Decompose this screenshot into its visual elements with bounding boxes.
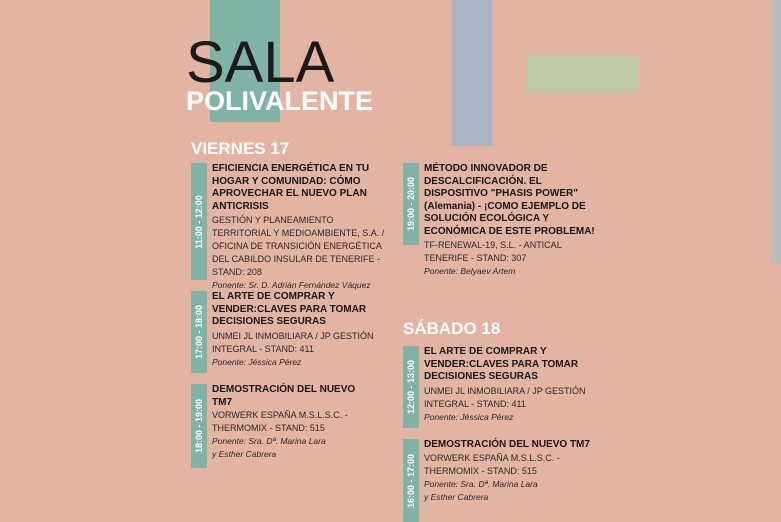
time-bar [191,291,207,373]
session-organizer: TF-RENEWAL-19, S.L. - ANTICAL TENERIFE - STAND: 307 [424,240,562,263]
session-speaker: Ponente: Sra. Dª. Marina Lara [212,436,326,446]
session-speaker: Ponente: Belyaev Artem [424,266,516,276]
decorative-green-block [526,55,638,93]
session-time: 17:00 - 18:00 [194,304,205,360]
time-bar [403,439,419,522]
schedule-session [403,346,594,428]
schedule-session [403,439,594,522]
session-speaker-continued: y Esther Cabrera [212,449,277,459]
day-heading-viernes: VIERNES 17 [191,139,290,158]
session-time: 19:00 - 20:00 [406,176,417,232]
session-title: EL ARTE DE COMPRAR Y VENDER:CLAVES PARA TOMAR DECISIONES SEGURAS [424,346,579,382]
session-time: 12:00 - 13:00 [406,359,417,415]
session-details [212,384,362,468]
time-bar [403,163,419,245]
session-title: MÉTODO INNOVADOR DE DESCALCIFICACIÓN. EL DISPOSITIVO "PHASIS POWER"(Alemania) - ¡COMO EJEMPLO DE SOLUCIÓN ECOLÓGICA Y ECONÓMICA DE ESTE PROBLEMA! [424,163,595,237]
session-speaker: Ponente: Jéssica Pérez [212,356,302,367]
session-details [424,346,594,428]
session-speaker: Ponente: Sr. D. Adrián Fernández Váquez [212,280,371,290]
session-title: EFICIENCIA ENERGÉTICA EN TU HOGAR Y COMUNIDAD: CÓMO APROVECHAR EL NUEVO PLAN ANTICRISIS [212,163,370,212]
session-speaker: Ponente: Jéssica Pérez [424,411,514,422]
day-heading-sabado: SÁBADO 18 [403,319,501,338]
decorative-blue-block [452,0,492,146]
decorative-gray-stripe [771,0,781,263]
session-title: EL ARTE DE COMPRAR Y VENDER:CLAVES PARA TOMAR DECISIONES SEGURAS [212,291,367,327]
session-details [424,439,594,522]
page-subtitle: POLIVALENTE [186,86,374,116]
session-details [424,163,606,278]
session-organizer: VORWERK ESPAÑA M.S.L.S.C. - THERMOMIX - STAND: 515 [212,410,348,433]
schedule-session [191,291,394,373]
session-speaker: Ponente: Sra. Dª. Marina Lara [424,478,538,489]
time-bar [191,384,207,468]
page-title: SALA [186,30,335,95]
session-details [212,163,394,292]
session-details [212,291,394,373]
session-title: DEMOSTRACIÓN DEL NUEVO TM7 [212,384,356,408]
session-title: DEMOSTRACIÓN DEL NUEVO TM7 [424,439,590,450]
session-organizer: GESTIÓN Y PLANEAMIENTO TERRITORIAL Y MEDIOAMBIENTE, S.A. / OFICINA DE TRANSICIÓN ENERGÉTICA DEL CABILDO INSULAR DE TENERIFE - STAND: 208 [212,215,385,277]
session-organizer: VORWERK ESPAÑA M.S.L.S.C. - THERMOMIX - STAND: 515 [424,452,560,476]
session-organizer: UNMEI JL INMOBILIARA / JP GESTIÓN INTEGRAL - STAND: 411 [212,330,374,354]
schedule-session [191,384,362,468]
schedule-session [403,163,606,278]
session-organizer: UNMEI JL INMOBILIARA / JP GESTIÓN INTEGRAL - STAND: 411 [424,385,586,409]
session-time: 18:00 - 19:00 [194,398,205,454]
time-bar [191,163,207,280]
session-time: 11:00 - 12:00 [194,194,205,249]
session-time: 16:00 - 17:00 [406,453,417,508]
time-bar [403,346,419,428]
session-speaker-continued: y Esther Cabrera [424,491,489,502]
schedule-session [191,163,394,292]
